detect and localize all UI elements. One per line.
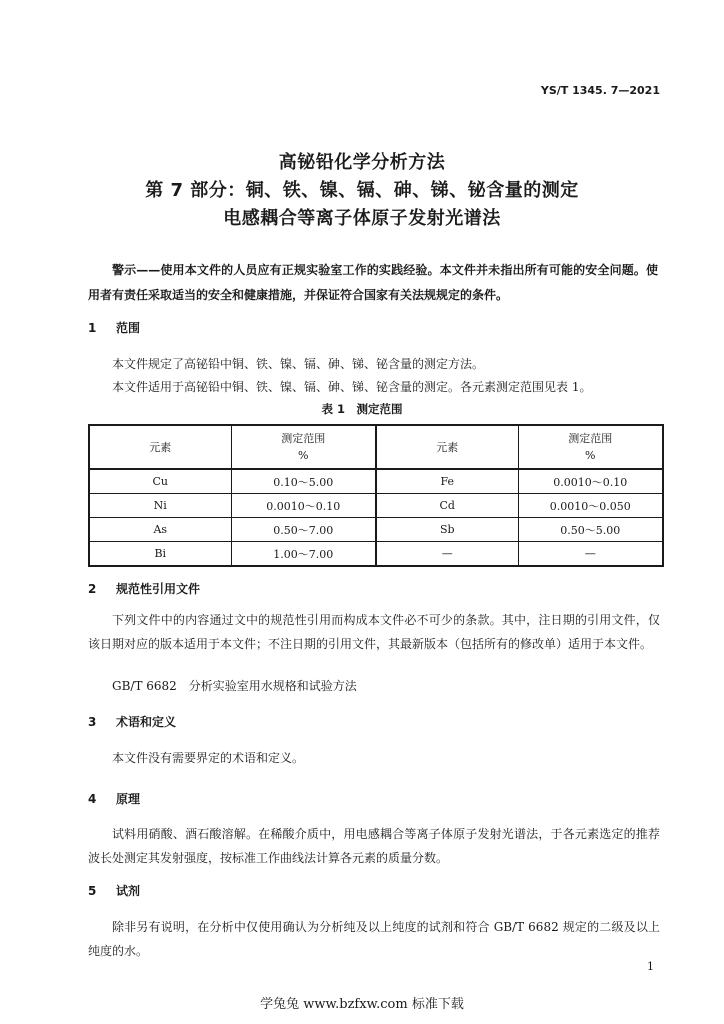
header-element: 元素 <box>376 425 518 469</box>
section-title: 术语和定义 <box>116 715 177 729</box>
section-4-heading <box>88 790 140 807</box>
table-header-row <box>89 425 663 469</box>
section-2-heading <box>88 580 200 597</box>
table-caption: 表 1 测定范围 <box>321 402 403 416</box>
element-cell: Sb <box>376 518 518 542</box>
element-cell: Ni <box>89 494 231 518</box>
range-cell: 0.50～7.00 <box>231 518 376 542</box>
range-cell: 1.00～7.00 <box>231 542 376 567</box>
range-cell: 0.10～5.00 <box>231 469 376 494</box>
title-line-3: 电感耦合等离子体原子发射光谱法 <box>223 208 501 229</box>
section-number: 1 <box>88 321 97 335</box>
element-cell: Cd <box>376 494 518 518</box>
section-1-paragraph-2: 本文件适用于高铋铅中铜、铁、镍、镉、砷、锑、铋含量的测定。各元素测定范围见表 1。 <box>112 380 592 394</box>
section-3-paragraph-1: 本文件没有需要界定的术语和定义。 <box>112 751 305 765</box>
range-cell: 0.0010～0.10 <box>518 469 663 494</box>
section-title: 范围 <box>116 321 141 335</box>
range-cell: — <box>518 542 663 567</box>
title-line-2: 第 7 部分：铜、铁、镍、镉、砷、锑、铋含量的测定 <box>145 180 579 201</box>
range-cell: 0.0010～0.050 <box>518 494 663 518</box>
section-1-heading <box>88 319 140 336</box>
section-3-heading <box>88 713 176 730</box>
element-cell: Cu <box>89 469 231 494</box>
element-cell: As <box>89 518 231 542</box>
title-line-1: 高铋铅化学分析方法 <box>278 152 446 173</box>
element-cell: — <box>376 542 518 567</box>
table-row <box>89 469 663 494</box>
normative-reference: GB/T 6682 分析实验室用水规格和试验方法 <box>112 679 357 693</box>
header-element: 元素 <box>89 425 231 469</box>
element-cell: Bi <box>89 542 231 567</box>
header-range: 测定范围 % <box>231 425 376 469</box>
measurement-range-table <box>88 424 664 567</box>
section-number: 3 <box>88 715 97 729</box>
table-row <box>89 518 663 542</box>
page-number: 1 <box>647 960 654 973</box>
element-cell: Fe <box>376 469 518 494</box>
section-number: 2 <box>88 582 97 596</box>
section-number: 5 <box>88 884 97 898</box>
table-row <box>89 494 663 518</box>
header-range: 测定范围 % <box>518 425 663 469</box>
section-5-heading <box>88 882 140 899</box>
section-4-paragraph-1: 试料用硝酸、酒石酸溶解。在稀酸介质中，用电感耦合等离子体原子发射光谱法，于各元素选定的推荐波长处测定其发射强度，按标准工作曲线法计算各元素的质量分数。 <box>88 827 660 865</box>
download-footer: 学兔兔 www.bzfxw.com 标准下载 <box>260 997 464 1012</box>
standard-code: YS/T 1345. 7—2021 <box>540 84 660 97</box>
warning-notice: 警示——使用本文件的人员应有正规实验室工作的实践经验。本文件并未指出所有可能的安全问题。使用者有责任采取适当的安全和健康措施，并保证符合国家有关法规规定的条件。 <box>88 263 658 302</box>
range-cell: 0.0010～0.10 <box>231 494 376 518</box>
section-5-paragraph-1: 除非另有说明，在分析中仅使用确认为分析纯及以上纯度的试剂和符合 GB/T 6682 规定的二级及以上纯度的水。 <box>88 920 660 958</box>
section-title: 规范性引用文件 <box>116 582 201 596</box>
section-number: 4 <box>88 792 97 806</box>
range-cell: 0.50～5.00 <box>518 518 663 542</box>
section-title: 试剂 <box>116 884 141 898</box>
section-1-paragraph-1: 本文件规定了高铋铅中铜、铁、镍、镉、砷、锑、铋含量的测定方法。 <box>112 357 485 371</box>
table-row <box>89 542 663 567</box>
section-2-paragraph-1: 下列文件中的内容通过文中的规范性引用而构成本文件必不可少的条款。其中，注日期的引用文件，仅该日期对应的版本适用于本文件；不注日期的引用文件，其最新版本（包括所有的修改单）适用于本文件。 <box>88 613 660 651</box>
section-title: 原理 <box>116 792 141 806</box>
